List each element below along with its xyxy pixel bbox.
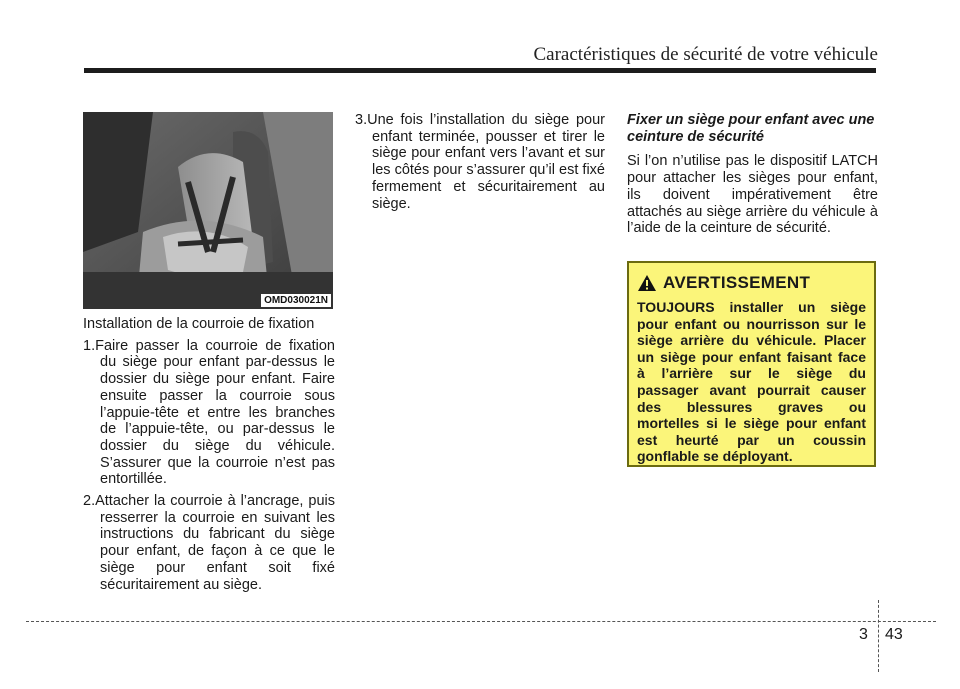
middle-column	[355, 112, 605, 217]
page-number: 43	[885, 626, 903, 643]
section-subtitle: Fixer un siège pour enfant avec une ceinture de sécurité	[627, 112, 875, 145]
warning-box	[627, 261, 876, 467]
figure-caption: Installation de la courroie de fixation	[83, 316, 315, 332]
figure-code: OMD030021N	[261, 294, 331, 307]
step-2-text: 2.Attacher la courroie à l’ancrage, puis resserrer la courroie en suivant les instructions du fabricant du siège pour enfant, de façon à ce que le siège pour enfant soit fixé sécuritairement au siège.	[83, 493, 335, 593]
child-seat-photo	[83, 112, 333, 309]
footer-vertical-divider	[878, 600, 879, 672]
warning-triangle-icon	[637, 274, 657, 292]
warning-header	[637, 273, 866, 293]
warning-text: TOUJOURS installer un siège pour enfant ou nourrisson sur le siège arrière du véhicule. Placer un siège pour enfant faisant face à l’arrière sur le siège du passager avant pourrait causer des blessures graves ou mortelles si le siège pour enfant est heurté par un coussin gonflable se déployant.	[637, 299, 866, 465]
child-seat-illustration	[83, 112, 333, 309]
left-column	[83, 316, 335, 598]
chapter-number: 3	[859, 626, 868, 643]
step-3-text: 3.Une fois l’installation du siège pour enfant terminée, pousser et tirer le siège pour enfant vers l’avant et sur les côtés pour s’assurer qu’il est fixé fermement et sécuritairement au siège.	[355, 112, 605, 212]
page-header-title: Caractéristiques de sécurité de votre véhicule	[533, 44, 878, 65]
step-1-text: 1.Faire passer la courroie de fixation du siège pour enfant par-dessus le dossier du siège pour enfant. Faire ensuite passer la courroie sous l’appuie-tête et entre les branches de l’appuie-tête, ou par-dessus le dossier du siège du véhicule. S’assurer que la courroie n’est pas entortillée.	[83, 337, 335, 488]
header-rule	[84, 68, 876, 73]
section-paragraph: Si l’on n’utilise pas le dispositif LATCH pour attacher les sièges pour enfant, ils doivent impérativement être attachés au siège arrière du véhicule à l’aide de la ceinture de sécurité.	[627, 153, 878, 237]
warning-title: AVERTISSEMENT	[663, 273, 811, 292]
right-column	[627, 112, 878, 237]
footer-divider	[26, 621, 936, 622]
